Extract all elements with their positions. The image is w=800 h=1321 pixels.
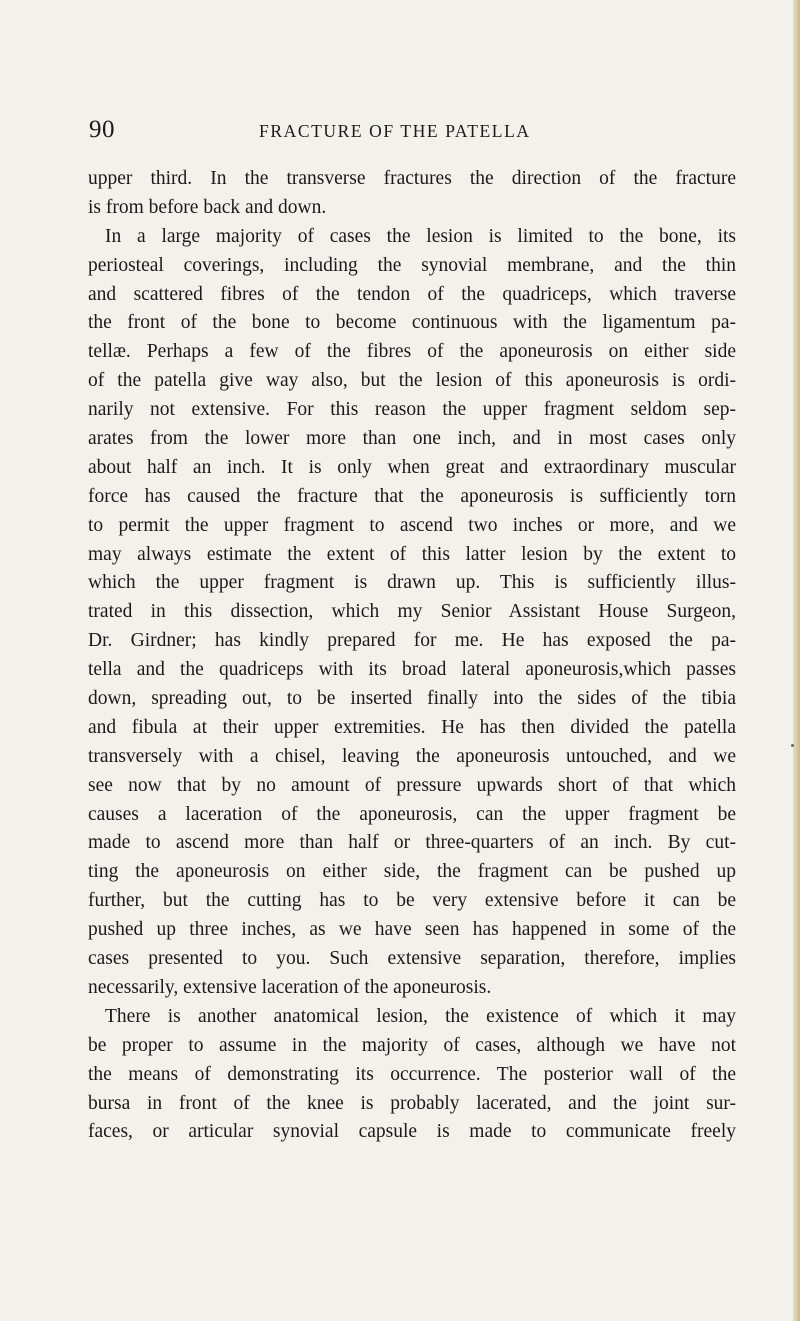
page-edge-shadow (793, 0, 800, 1321)
text-line: arates from the lower more than one inch, and in most cases only (88, 428, 736, 450)
text-line: about half an inch. It is only when great and extraordinary muscular (88, 456, 736, 478)
text-line: force has caused the fracture that the aponeurosis is sufficiently torn (88, 485, 736, 507)
page-header (89, 115, 749, 145)
text-line: transversely with a chisel, leaving the aponeurosis untouched, and we (88, 745, 736, 767)
text-line: the means of demonstrating its occurrence. The posterior wall of the (88, 1063, 736, 1085)
text-line: down, spreading out, to be inserted finally into the sides of the tibia (88, 688, 736, 710)
text-line: cases presented to you. Such extensive separation, therefore, implies (88, 948, 736, 970)
body-text (88, 165, 736, 1147)
text-line: bursa in front of the knee is probably lacerated, and the joint sur- (88, 1092, 736, 1114)
text-line: be proper to assume in the majority of cases, although we have not (88, 1034, 736, 1056)
text-line: of the patella give way also, but the lesion of this aponeurosis is ordi- (88, 370, 736, 392)
text-line: causes a laceration of the aponeurosis, can the upper fragment be (88, 803, 736, 825)
text-line: and fibula at their upper extremities. He has then divided the patella (88, 716, 736, 738)
text-line: tellæ. Perhaps a few of the fibres of the aponeurosis on either side (88, 341, 736, 363)
text-line: periosteal coverings, including the synovial membrane, and the thin (88, 254, 736, 276)
text-line: faces, or articular synovial capsule is made to communicate freely (88, 1121, 736, 1143)
text-line: narily not extensive. For this reason the upper fragment seldom sep- (88, 399, 736, 421)
running-title: FRACTURE OF THE PATELLA (259, 121, 531, 141)
text-line: pushed up three inches, as we have seen has happened in some of the (88, 919, 736, 941)
text-line: necessarily, extensive laceration of the aponeurosis. (88, 976, 492, 998)
text-line: There is another anatomical lesion, the existence of which it may (105, 1005, 736, 1027)
text-line: and scattered fibres of the tendon of the quadriceps, which traverse (88, 283, 736, 305)
margin-speck (791, 744, 794, 747)
text-line: to permit the upper fragment to ascend two inches or more, and we (88, 514, 736, 536)
text-line: made to ascend more than half or three-quarters of an inch. By cut- (88, 832, 736, 854)
text-line: upper third. In the transverse fractures the direction of the fracture (88, 168, 736, 189)
page-number: 90 (89, 116, 115, 143)
text-line: the front of the bone to become continuous with the ligamentum pa- (88, 312, 736, 334)
text-line: trated in this dissection, which my Senior Assistant House Surgeon, (88, 601, 736, 623)
text-line: tella and the quadriceps with its broad lateral aponeurosis,which passes (88, 659, 736, 681)
text-line: ting the aponeurosis on either side, the fragment can be pushed up (88, 861, 736, 883)
text-line: In a large majority of cases the lesion is limited to the bone, its (105, 225, 736, 247)
text-line: is from before back and down. (88, 196, 327, 218)
text-line: Dr. Girdner; has kindly prepared for me. He has exposed the pa- (88, 630, 736, 652)
text-line: may always estimate the extent of this latter lesion by the extent to (88, 543, 736, 565)
text-line: which the upper fragment is drawn up. This is sufficiently illus- (88, 572, 736, 594)
text-line: see now that by no amount of pressure upwards short of that which (88, 774, 736, 796)
text-line: further, but the cutting has to be very extensive before it can be (88, 890, 736, 912)
